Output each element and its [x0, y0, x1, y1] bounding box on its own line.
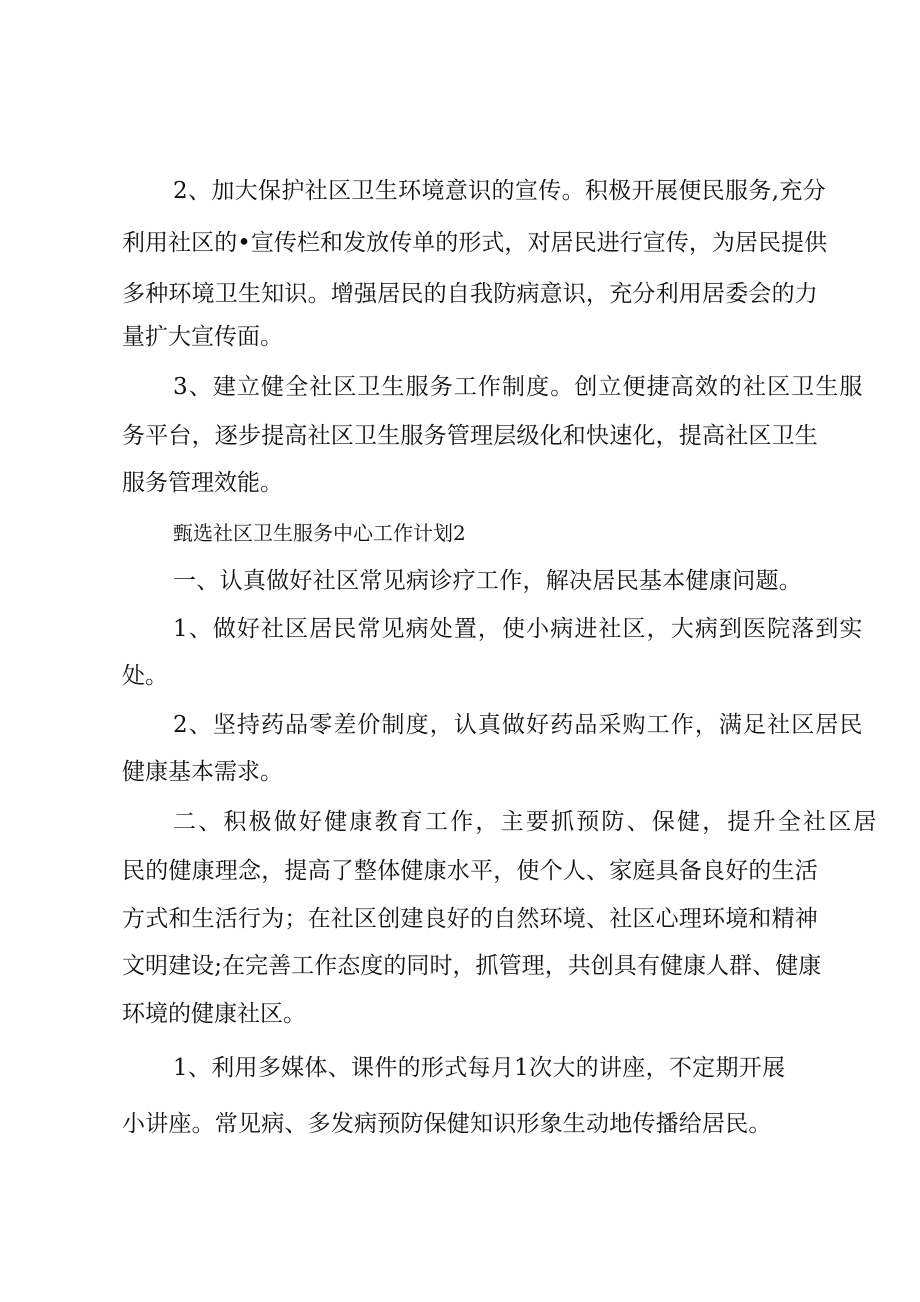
text-line: 处。 [122, 663, 168, 689]
text-line: 1、做好社区居民常见病处置，使小病进社区，大病到医院落到实 [173, 616, 864, 642]
text-line: 务平台，逐步提高社区卫生服务管理层级化和快速化，提高社区卫生 [122, 423, 818, 449]
text-line: 一、认真做好社区常见病诊疗工作，解决居民基本健康问题。 [173, 568, 803, 594]
text-line: 利用社区的•宣传栏和发放传单的形式，对居民进行宣传，为居民提供 [122, 230, 828, 256]
section-title: 甄选社区卫生服务中心工作计划2 [173, 521, 466, 545]
text-line: 1、利用多媒体、课件的形式每月1次大的讲座，不定期开展 [173, 1055, 786, 1081]
text-line: 2、加大保护社区卫生环境意识的宣传。积极开展便民服务,充分 [173, 178, 827, 204]
text-line: 量扩大宣传面。 [122, 324, 283, 350]
text-line: 民的健康理念，提高了整体健康水平，使个人、家庭具备良好的生活 [122, 858, 818, 884]
text-line: 方式和生活行为；在社区创建良好的自然环境、社区心理环境和精神 [122, 906, 818, 932]
text-line: 3、建立健全社区卫生服务工作制度。创立便捷高效的社区卫生服 [173, 374, 864, 400]
text-line: 多种环境卫生知识。增强居民的自我防病意识，充分利用居委会的力 [122, 281, 818, 307]
text-line: 2、坚持药品零差价制度，认真做好药品采购工作，满足社区居民 [173, 712, 864, 738]
text-line: 服务管理效能。 [122, 470, 283, 496]
text-line: 健康基本需求。 [122, 759, 283, 785]
text-line: 二、积极做好健康教育工作，主要抓预防、保健，提升全社区居 [173, 809, 879, 835]
text-line: 小讲座。常见病、多发病预防保健知识形象生动地传播给居民。 [122, 1111, 772, 1137]
text-line: 文明建设;在完善工作态度的同时，抓管理，共创具有健康人群、健康 [122, 953, 822, 979]
text-line: 环境的健康社区。 [122, 1001, 306, 1027]
